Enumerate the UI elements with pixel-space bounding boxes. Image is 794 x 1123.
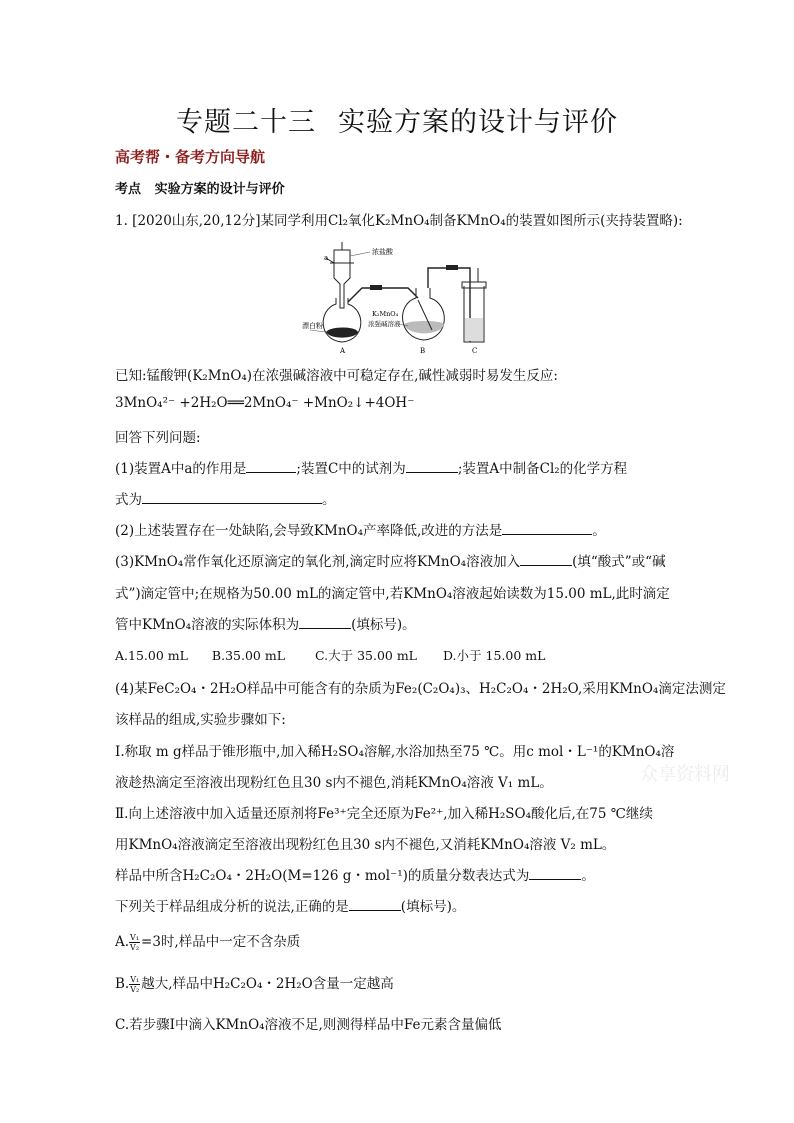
analysis-question: 下列关于样品组成分析的说法,正确的是 (填标号)。 — [115, 895, 465, 915]
option-c: C.大于 35.00 mL — [315, 648, 417, 663]
part3-line1: (3)KMnO₄常作氧化还原滴定的氧化剂,滴定时应将KMnO₄溶液加入 (填“酸式”或“碱 — [115, 550, 666, 570]
step1-line1: Ⅰ.称取 m g样品于锥形瓶中,加入稀H₂SO₄溶解,水浴加热至75 ℃。用c mol・L⁻¹的KMnO₄溶 — [115, 744, 675, 760]
section-label: 高考帮・备考方向导航 — [115, 148, 266, 166]
part2: (2)上述装置存在一处缺陷,会导致KMnO₄产率降低,改进的方法是 。 — [115, 519, 606, 539]
flask-a — [323, 298, 361, 342]
answer-prompt: 回答下列问题: — [115, 430, 201, 446]
answer-blank[interactable] — [349, 896, 401, 911]
page-title — [0, 100, 794, 139]
part3-line3: 管中KMnO₄溶液的实际体积为 (填标号)。 — [115, 613, 416, 633]
label-k2mno4: K₂MnO₄ — [372, 310, 399, 318]
analysis-option-a: A. $\frac{\text{V₁}}{\text{V₂}}$ =3时,样品中一定不含杂质 — [115, 933, 301, 952]
apparatus-figure — [300, 238, 500, 356]
answer-blank[interactable] — [502, 520, 592, 535]
known-text: 已知:锰酸钾(K₂MnO₄)在浓强碱溶液中可稳定存在,碱性减弱时易发生反应: — [115, 368, 558, 384]
step2-line2: 用KMnO₄溶液滴定至溶液出现粉红色且30 s内不褪色,又消耗KMnO₄溶液 V₂ mL。 — [115, 837, 616, 853]
option-d: D.小于 15.00 mL — [442, 648, 546, 663]
watermark: 众享资料网 — [640, 764, 730, 785]
fraction-v1-v2: $\frac{\text{V₁}}{\text{V₂}}$ — [130, 975, 140, 994]
part3-options — [115, 646, 545, 664]
analysis-option-c: C.若步骤Ⅰ中滴入KMnO₄溶液不足,则测得样品中Fe元素含量偏低 — [115, 1017, 502, 1033]
bottle-c-label: C — [472, 347, 478, 355]
title-left: 专题二十三 — [176, 107, 316, 138]
option-b: B.35.00 mL — [211, 648, 285, 663]
step2-line1: Ⅱ.向上述溶液中加入适量还原剂将Fe³⁺完全还原为Fe²⁺,加入稀H₂SO₄酸化后,在75 ℃继续 — [115, 806, 653, 822]
flask-a-label: A — [340, 347, 346, 355]
kaodian-text: 实验方案的设计与评价 — [154, 182, 285, 197]
answer-blank[interactable] — [406, 458, 458, 473]
answer-blank[interactable] — [246, 458, 296, 473]
flask-b-label: B — [420, 347, 426, 355]
label-a: a — [324, 254, 329, 262]
label-bleach: 漂白粉 — [302, 322, 323, 330]
reaction-equation: 3MnO₄²⁻ +2H₂O══2MnO₄⁻ +MnO₂↓+4OH⁻ — [115, 395, 415, 411]
step1-line2: 液趁热滴定至溶液出现粉红色且30 s内不褪色,消耗KMnO₄溶液 V₁ mL。 — [115, 775, 553, 791]
title-right: 实验方案的设计与评价 — [338, 107, 618, 138]
part3-line2: 式”)滴定管中;在规格为50.00 mL的滴定管中,若KMnO₄溶液起始读数为15.00 mL,此时滴定 — [115, 586, 670, 602]
answer-blank[interactable] — [299, 614, 351, 629]
part1-line1: (1)装置A中a的作用是 ;装置C中的试剂为 ;装置A中制备Cl₂的化学方程 — [115, 457, 627, 477]
option-a: A.15.00 mL — [115, 648, 188, 663]
part4-line1: (4)某FeC₂O₄・2H₂O样品中可能含有的杂质为Fe₂(C₂O₄)₃、H₂C₂O₄・2H₂O,采用KMnO₄滴定法测定 — [115, 681, 726, 697]
label-conc-hcl: 浓盐酸 — [372, 248, 393, 256]
mass-fraction-question: 样品中所含H₂C₂O₄・2H₂O(M=126 g・mol⁻¹)的质量分数表达式为 。 — [115, 864, 595, 884]
answer-blank[interactable] — [520, 551, 572, 566]
kaodian-heading — [115, 178, 285, 197]
q1-intro: 1. [2020山东,20,12分]某同学利用Cl₂氧化K₂MnO₄制备KMnO₄的装置如图所示(夹持装置略): — [115, 213, 683, 229]
label-base-solution: 浓强碱溶液 — [368, 320, 401, 328]
analysis-option-b: B. $\frac{\text{V₁}}{\text{V₂}}$ 越大,样品中H₂C₂O₄・2H₂O含量一定越高 — [115, 975, 394, 994]
flask-b — [403, 288, 445, 340]
answer-blank[interactable] — [529, 865, 581, 880]
part4-line2: 该样品的组成,实验步骤如下: — [115, 712, 286, 728]
answer-blank[interactable] — [142, 489, 322, 504]
bottle-c — [462, 268, 486, 342]
part1-line2: 式为 。 — [115, 488, 336, 508]
fraction-v1-v2: $\frac{\text{V₁}}{\text{V₂}}$ — [130, 933, 140, 952]
dropping-funnel — [326, 242, 354, 308]
kaodian-label: 考点 — [115, 182, 142, 197]
